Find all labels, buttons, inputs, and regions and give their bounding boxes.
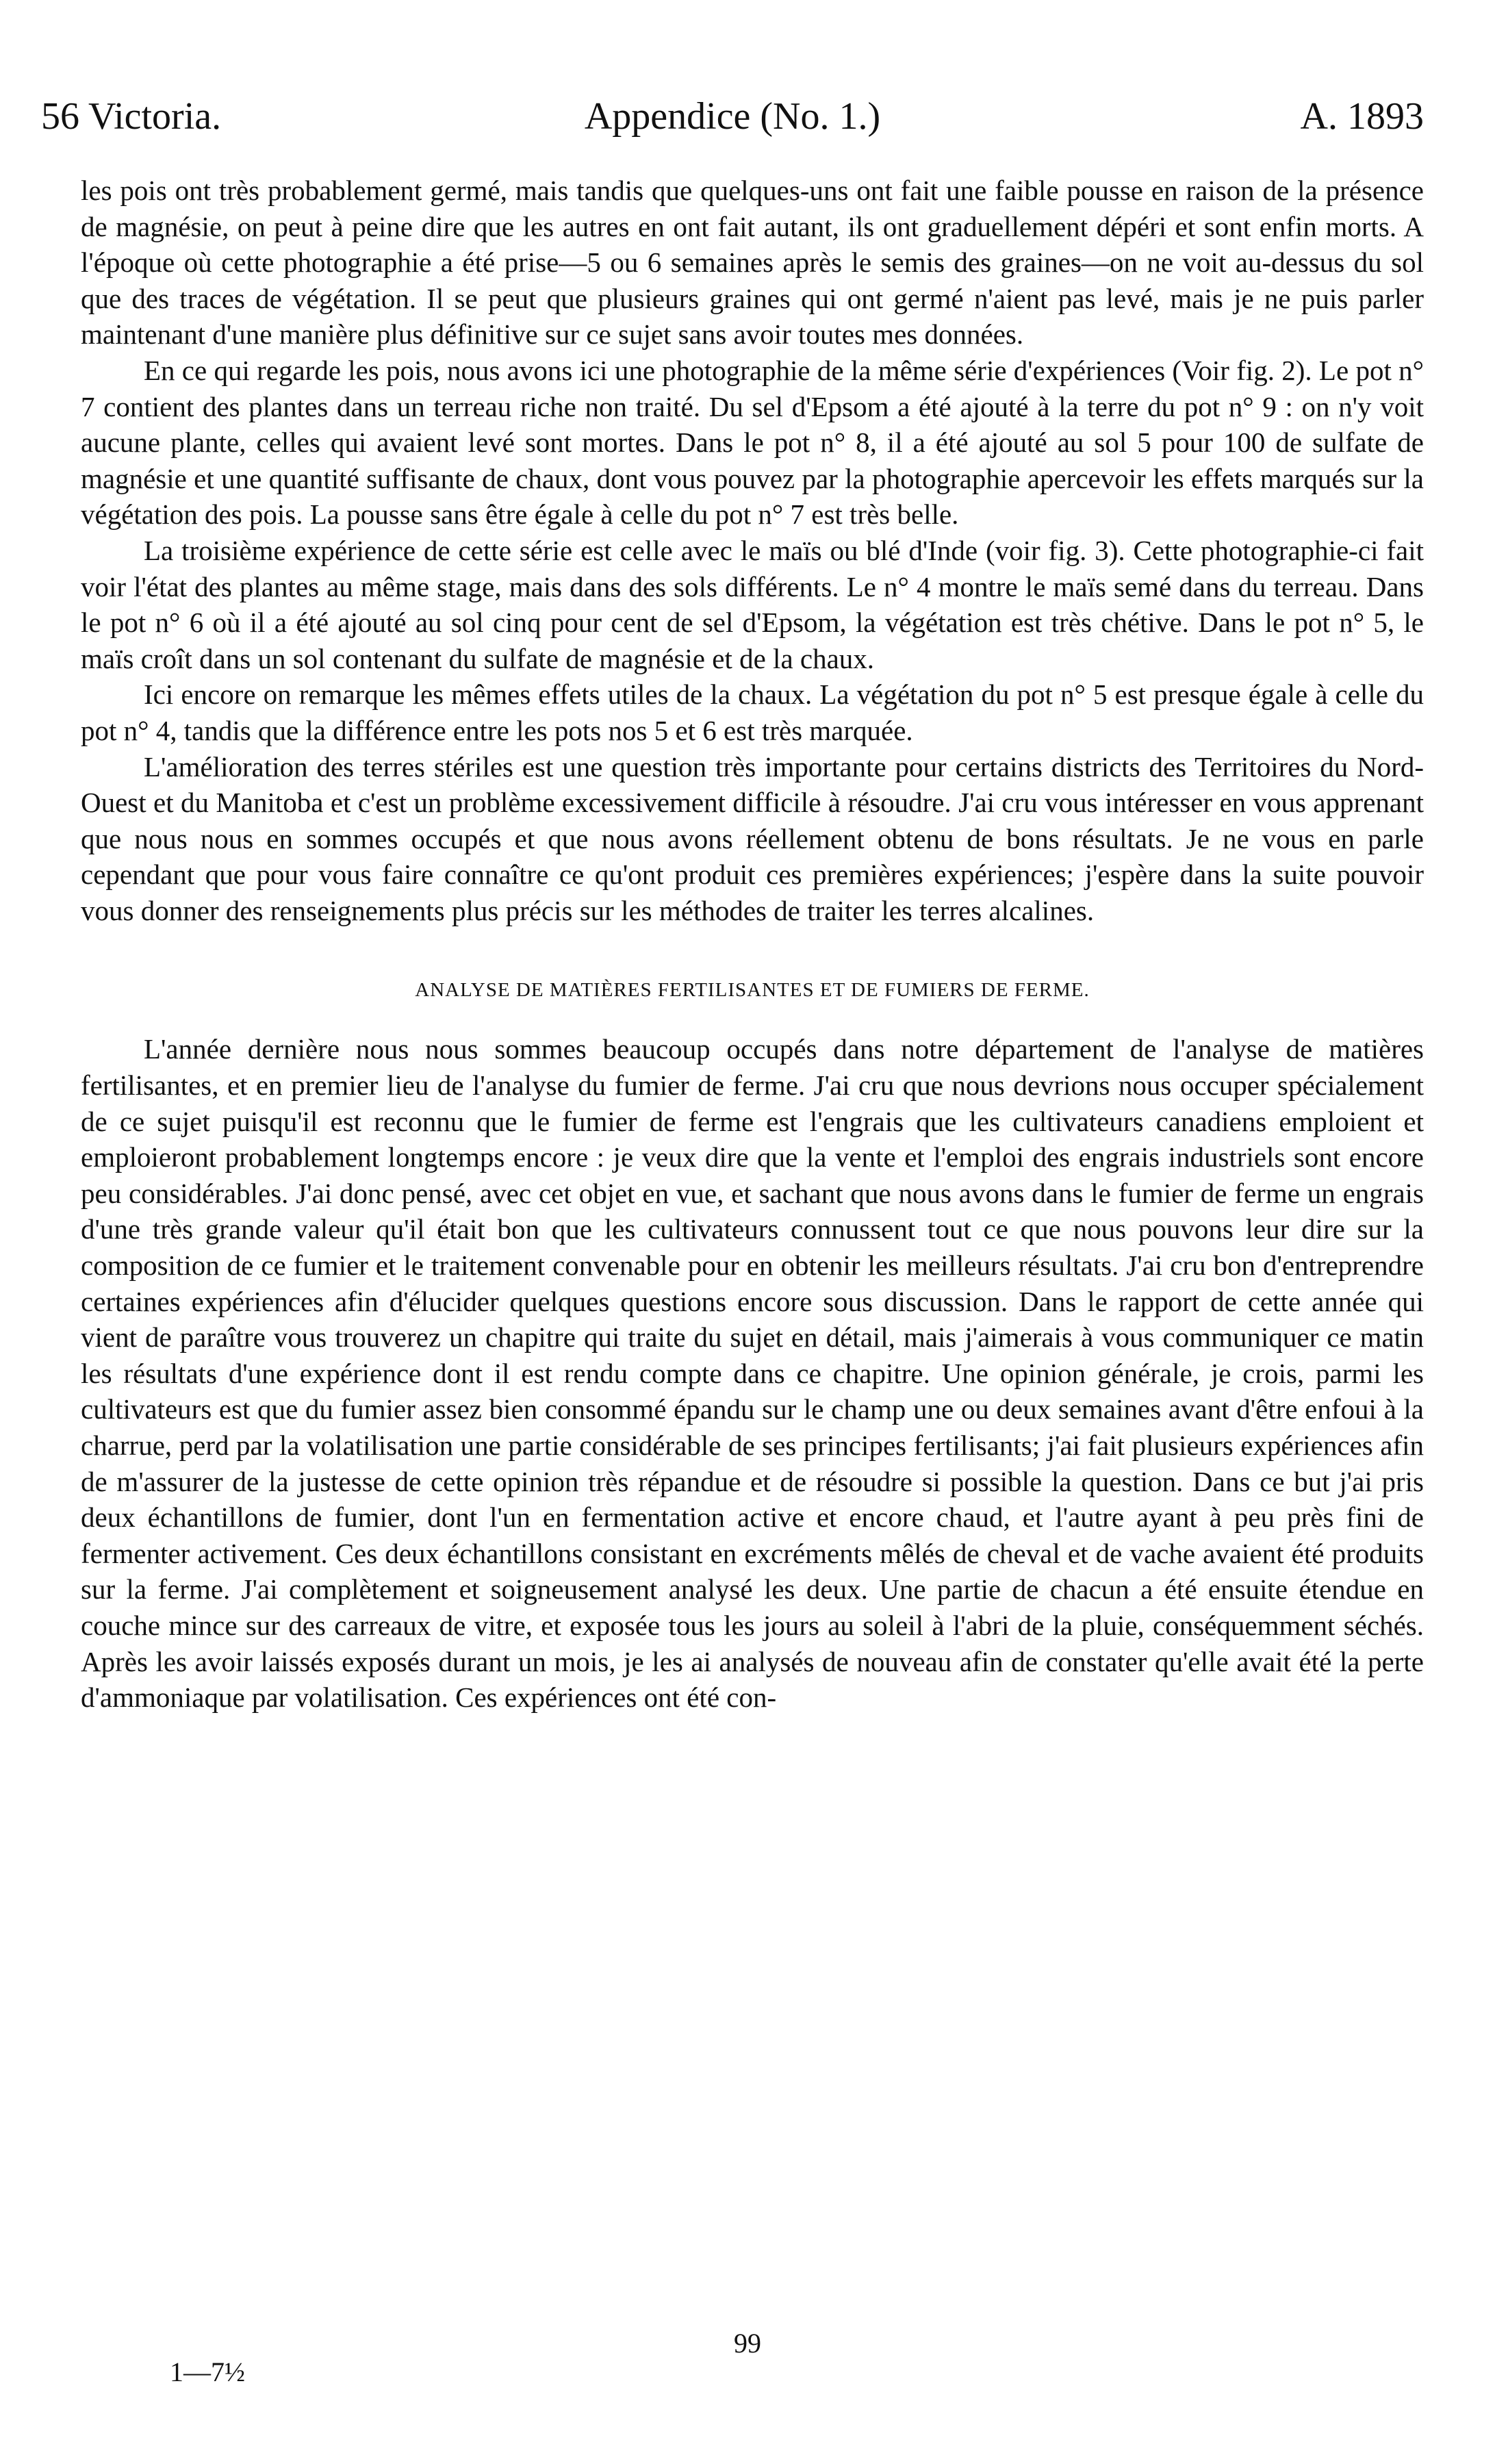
paragraph-pois: En ce qui regarde les pois, nous avons ici une photographie de la même série d'expériences (Voir fig. 2). Le pot n° 7 contient des plantes dans un terreau riche non traité. Du sel d'Epsom a été ajouté à la terre du pot n° 9 : on n'y voit aucune plante, celles qui avaient levé sont mortes. Dans le pot n° 8, il a été ajouté au sol 5 pour 100 de sulfate de magnésie et une quantité suffisante de chaux, dont vous pouvez par la photographie apercevoir les effets marqués sur la végétation des pois. La pousse sans être égale à celle du pot n° 7 est très belle. bbox=[81, 354, 1424, 531]
page-header bbox=[41, 89, 1424, 144]
header-year: A. 1893 bbox=[1300, 95, 1424, 138]
header-session: 56 Victoria. bbox=[41, 95, 222, 138]
paragraph-terres-steriles: L'amélioration des terres stériles est une question très importante pour certains districts des Territoires du Nord-Ouest et du Manitoba et c'est un problème excessivement difficile à résoudre. J'ai cru vous intéresser en vous apprenant que nous nous en sommes occupés et que nous avons réellement obtenu de bons résultats. Je ne vous en parle cependant que pour vous faire connaître ce qu'ont produit ces premières expériences; j'espère dans la suite pouvoir vous donner des renseignements plus précis sur les méthodes de traiter les terres alcalines. bbox=[81, 750, 1424, 926]
page-body bbox=[81, 173, 1424, 1716]
header-title: Appendice (No. 1.) bbox=[584, 95, 881, 138]
paragraph-continued: les pois ont très probablement germé, mais tandis que quelques-uns ont fait une faible pousse en raison de la présence de magnésie, on peut à peine dire que les autres en ont fait autant, ils ont graduellement dépéri et sont enfin morts. A l'époque où cette photographie a été prise—5 ou 6 semaines après le semis des graines—on ne voit au-dessus du sol que des traces de végétation. Il se peut que plusieurs graines qui ont germé n'aient pas levé, mais je ne puis parler maintenant d'une manière plus définitive sur ce sujet sans avoir toutes mes données. bbox=[81, 175, 1424, 351]
paragraph-mais: La troisième expérience de cette série est celle avec le maïs ou blé d'Inde (voir fig. 3). Cette photographie-ci fait voir l'état des plantes au même stage, mais dans des sols différents. Le n° 4 montre le maïs semé dans du terreau. Dans le pot n° 6 où il a été ajouté au sol cinq pour cent de sel d'Epsom, la végétation est très chétive. Dans le pot n° 5, le maïs croît dans un sol contenant du sulfate de magnésie et de la chaux. bbox=[81, 534, 1424, 674]
section-heading: ANALYSE DE MATIÈRES FERTILISANTES ET DE FUMIERS DE FERME. bbox=[415, 979, 1090, 1002]
paragraph-fumier: L'année dernière nous nous sommes beaucoup occupés dans notre département de l'analyse de matières fertilisantes, et en premier lieu de l'analyse du fumier de ferme. J'ai cru que nous devrions nous occuper spécialement de ce sujet puisqu'il est reconnu que le fumier de ferme est l'engrais que les cultivateurs canadiens emploient et emploieront probablement longtemps encore : je veux dire que la vente et l'emploi des engrais industriels sont encore peu considérables. J'ai donc pensé, avec cet objet en vue, et sachant que nous avons dans le fumier de ferme un engrais d'une très grande valeur qu'il était bon que les cultivateurs connussent tout ce que nous pouvons leur dire sur la composition de ce fumier et le traitement convenable pour en obtenir les meilleurs résultats. J'ai cru bon d'entreprendre certaines expériences afin d'élucider quelques questions encore sous discussion. Dans le rapport de cette année qui vient de paraître vous trouverez un chapitre qui traite du sujet en détail, mais j'aimerais à vous communiquer ce matin les résultats d'une expérience dont il est rendu compte dans ce chapitre. Une opinion générale, je crois, parmi les cultivateurs est que du fumier assez bien consommé épandu sur le champ une ou deux semaines avant d'être enfoui à la charrue, perd par la volatilisation une partie considérable de ses principes fertilisants; j'ai fait plusieurs expériences afin de m'assurer de la justesse de cette opinion très répandue et de résoudre si possible la question. Dans ce but j'ai pris deux échantillons de fumier, dont l'un en fermentation active et encore chaud, et l'autre ayant à peu près fini de fermenter activement. Ces deux échantillons consistant en excréments mêlés de cheval et de vache avaient été produits sur la ferme. J'ai complètement et soigneusement analysé les deux. Une partie de chacun a été ensuite étendue en couche mince sur des carreaux de vitre, et exposée tous les jours au soleil à l'abri de la pluie, conséquemment séchés. Après les avoir laissés exposés durant un mois, je les ai analysés de nouveau afin de constater qu'elle avait été la perte d'ammoniaque par volatilisation. Ces expériences ont été con- bbox=[81, 1033, 1424, 1714]
paragraph-chaux: Ici encore on remarque les mêmes effets utiles de la chaux. La végétation du pot n° 5 est presque égale à celle du pot n° 4, tandis que la différence entre les pots nos 5 et 6 est très marquée. bbox=[81, 678, 1424, 746]
page-number: 99 bbox=[734, 2328, 761, 2359]
signature-mark: 1—7½ bbox=[170, 2357, 245, 2387]
